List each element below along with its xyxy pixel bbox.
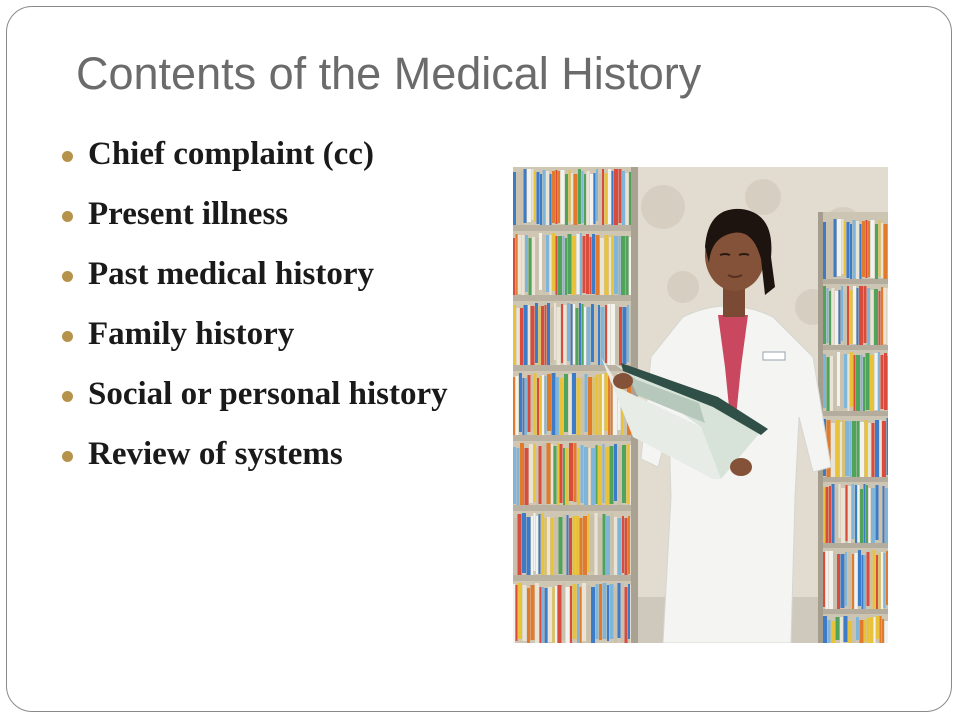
bullet-dot-icon: [62, 391, 73, 402]
bullet-label: Social or personal history: [88, 376, 448, 412]
bullet-item: [60, 316, 480, 353]
slide-title: Contents of the Medical History: [76, 48, 702, 99]
bullet-list: [60, 136, 480, 496]
bullet-item: [60, 196, 480, 233]
bullet-item: [60, 376, 480, 413]
medical-records-photo: [513, 167, 888, 643]
bullet-label: Review of systems: [88, 436, 343, 472]
bullet-dot-icon: [62, 271, 73, 282]
bullet-label: Present illness: [88, 196, 289, 232]
bullet-label: Family history: [88, 316, 295, 352]
bullet-item: [60, 436, 480, 473]
bullet-label: Chief complaint (cc): [88, 136, 374, 172]
bullet-item: [60, 136, 480, 173]
bullet-item: [60, 256, 480, 293]
bullet-label: Past medical history: [88, 256, 374, 292]
bullet-dot-icon: [62, 211, 73, 222]
bullet-dot-icon: [62, 331, 73, 342]
bullet-dot-icon: [62, 151, 73, 162]
bullet-dot-icon: [62, 451, 73, 462]
